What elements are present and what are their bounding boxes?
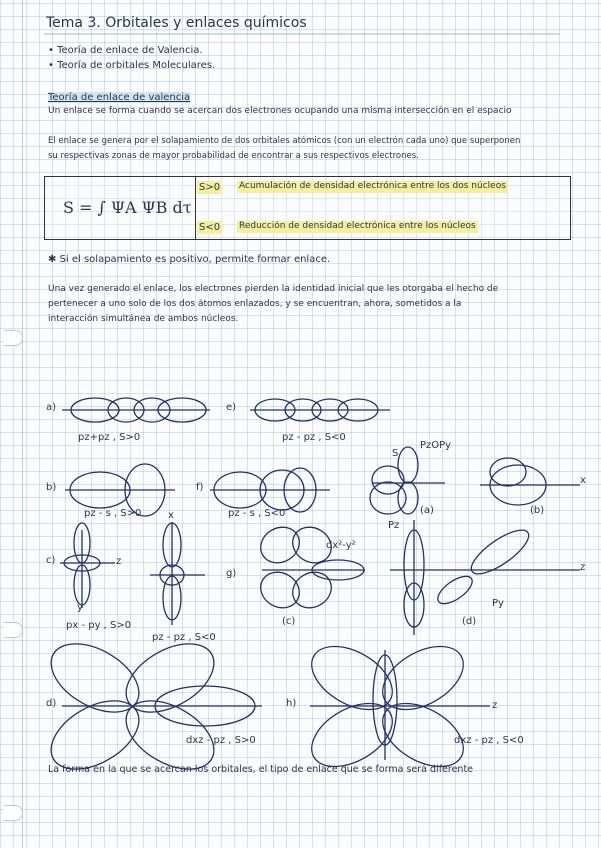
diagram-label-h: h) (286, 698, 297, 709)
diagram-caption-a: pz+pz , S>0 (78, 432, 141, 443)
sub-label-c: (c) (282, 616, 296, 627)
label-s: S (392, 448, 399, 459)
orbital-pz-vertical (390, 520, 440, 635)
condition-positive-text: Acumulación de densidad electrónica entre los dos núcleos (239, 181, 506, 191)
condition-positive: S>0 (199, 182, 221, 193)
orbital-e (250, 399, 390, 421)
diagram-caption-d: dxz - pz , S>0 (186, 735, 256, 746)
diagram-caption-b: pz - s , S>0 (84, 508, 142, 519)
paragraph-line: pertenecer a uno solo de los dos átomos enlazados, y se encuentran, ahora, sometidos a la (48, 299, 462, 309)
orbital-pzpy-a (370, 447, 445, 514)
condition-negative-text: Reducción de densidad electrónica entre los núcleos (239, 221, 476, 231)
axis-z-label: z (492, 700, 498, 711)
section-heading: Teoría de enlace de valencia (48, 92, 191, 103)
definition-text: Un enlace se forma cuando se acercan dos electrones ocupando una misma intersección en el espacio (48, 106, 512, 116)
formula-box (44, 176, 571, 240)
axis-py-label: Py (492, 598, 504, 609)
orbital-d (39, 630, 262, 783)
orbital-g (254, 520, 365, 614)
paragraph-line: Una vez generado el enlace, los electrones pierden la identidad inicial que les otorgaba el hecho de (48, 284, 499, 294)
label-pzpy: PzOPy (420, 440, 452, 451)
diagram-caption-c: px - py , S>0 (66, 620, 132, 631)
diagram-caption-f: pz - s , S<0 (228, 508, 286, 519)
diagram-label-e: e) (226, 402, 237, 413)
overlap-integral-formula: S = ∫ ΨA ΨB dτ (63, 198, 192, 217)
orbital-f (210, 468, 330, 512)
index-item: • Teoría de orbitales Moleculares. (48, 60, 216, 71)
axis-z-label: z (580, 562, 586, 573)
page-title: Tema 3. Orbitales y enlaces químicos (46, 15, 307, 31)
orbital-a (62, 398, 210, 422)
orbital-h (301, 633, 490, 779)
diagram-label-a: a) (46, 402, 57, 413)
diagram-label-b: b) (46, 482, 57, 493)
condition-negative: S<0 (199, 222, 221, 233)
diagram-g-dlabel: dx²-y² (326, 540, 356, 551)
orbital-py-diagonal (433, 523, 580, 609)
star-icon: ✱ (48, 254, 60, 265)
overlap-text-line2: su respectivas zonas de mayor probabilidad de encontrar a sus respectivos electrones. (48, 151, 419, 161)
index-item: • Teoría de enlace de Valencia. (48, 45, 203, 56)
axis-x-label: x (168, 510, 174, 521)
diagram-label-d: d) (46, 698, 57, 709)
diagram-label-c: c) (46, 555, 56, 566)
axis-y-label: y (77, 602, 83, 613)
diagram-caption-e: pz - pz , S<0 (282, 432, 346, 443)
axis-x-label: x (580, 475, 586, 486)
footer-note: La forma en la que se acercan los orbitales, el tipo de enlace que se forma será diferente (48, 764, 474, 775)
orbital-pzpy-b (480, 458, 580, 505)
sub-label-a: (a) (420, 505, 434, 516)
sub-label-d: (d) (462, 616, 477, 627)
orbital-c (60, 523, 115, 608)
sub-label-b: (b) (530, 505, 545, 516)
diagram-caption-h: dxz - pz , S<0 (454, 735, 524, 746)
axis-z-label: z (116, 556, 122, 567)
paragraph-line: interacción simultánea de ambos núcleos. (48, 314, 239, 324)
orbital-c2 (150, 522, 205, 625)
diagram-label-f: f) (196, 482, 204, 493)
axis-pz-label: Pz (388, 520, 400, 531)
diagram-label-g: g) (226, 568, 237, 579)
overlap-text-line1: El enlace se genera por el solapamiento de dos orbitales atómicos (con un electrón cada uno) que superponen (48, 136, 521, 146)
diagram-caption-c2: pz - pz , S<0 (152, 632, 216, 643)
star-note: ✱ Si el solapamiento es positivo, permite formar enlace. (48, 254, 331, 265)
